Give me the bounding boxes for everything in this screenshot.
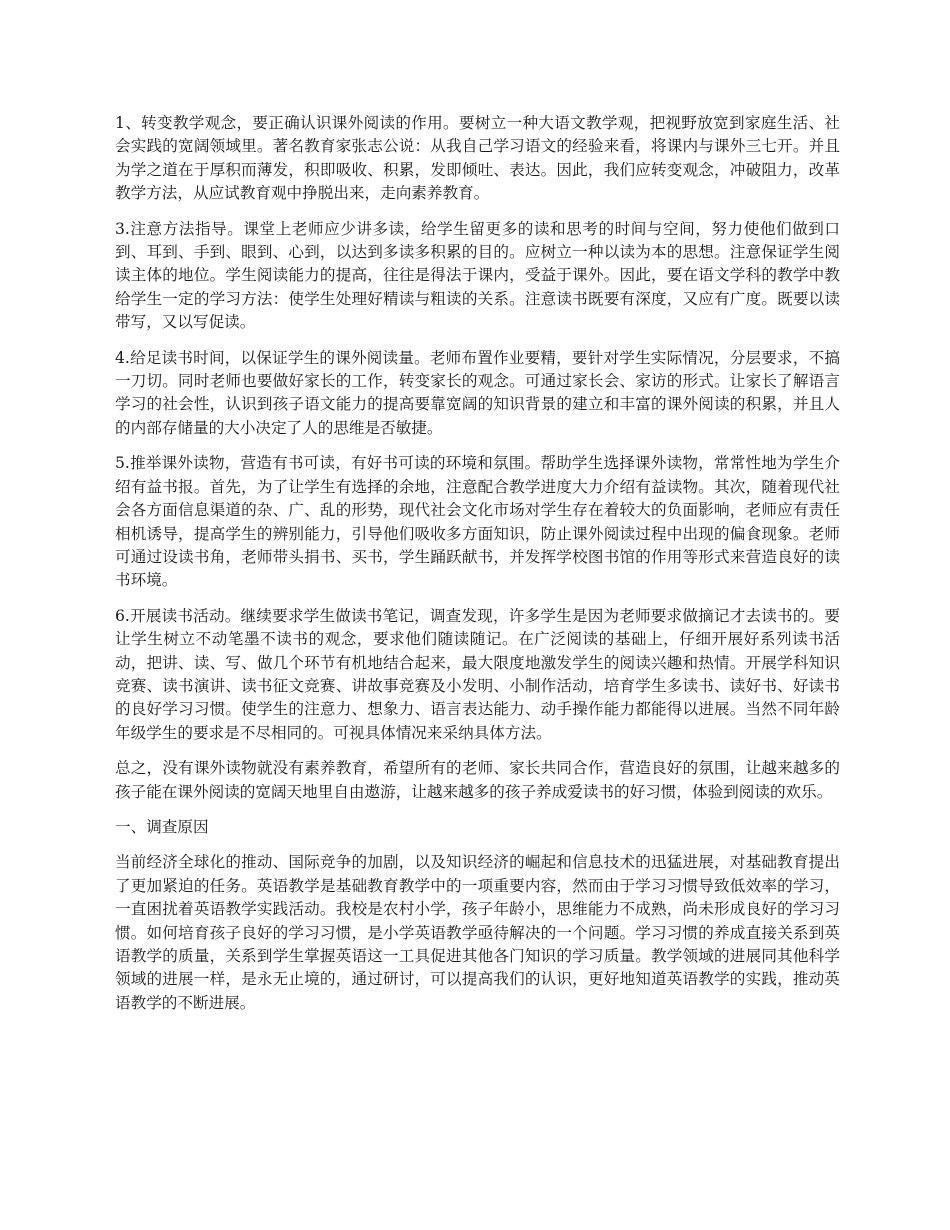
conclusion-paragraph: 总之，没有课外读物就没有素养教育，希望所有的老师、家长共同合作，营造良好的氛围，让越来越多的孩子能在课外阅读的宽阔天地里自由遨游，让越来越多的孩子养成爱读书的好习惯，体验到阅读的欢乐。: [115, 759, 840, 801]
paragraph-3: 3.注意方法指导。课堂上老师应少讲多读，给学生留更多的读和思考的时间与空间，努力使他们做到口到、耳到、手到、眼到、心到，以达到多读多积累的目的。应树立一种以读为本的思想。注意保证学生阅读主体的地位。学生阅读能力的提高，往往是得法于课内，受益于课外。因此，要在语文学科的教学中教给学生一定的学习方法：使学生处理好精读与粗读的关系。注意读书既要有深度，又应有广度。既要以读带写，又以写促读。: [115, 219, 840, 332]
survey-reason-paragraph: 当前经济全球化的推动、国际竞争的加剧，以及知识经济的崛起和信息技术的迅猛进展，对基础教育提出了更加紧迫的任务。英语教学是基础教育教学中的一项重要内容，然而由于学习习惯导致低效率的学习，一直困扰着英语教学实践活动。我校是农村小学，孩子年龄小，思维能力不成熟，尚未形成良好的学习习惯。如何培育孩子良好的学习习惯，是小学英语教学亟待解决的一个问题。学习习惯的养成直接关系到英语教学的质量，关系到学生掌握英语这一工具促进其他各门知识的学习质量。教学领域的进展同其他科学领域的进展一样，是永无止境的，通过研讨，可以提高我们的认识，更好地知道英语教学的实践，推动英语教学的不断进展。: [115, 853, 840, 1012]
paragraph-5: 5.推举课外读物，营造有书可读，有好书可读的环境和氛围。帮助学生选择课外读物，常常性地为学生介绍有益书报。首先，为了让学生有选择的余地，注意配合教学进度大力介绍有益读物。其次，随着现代社会各方面信息渠道的杂、广、乱的形势，现代社会文化市场对学生存在着较大的负面影响，老师应有责任相机诱导，提高学生的辨别能力，引导他们吸收多方面知识，防止课外阅读过程中出现的偏食现象。老师可通过设读书角，老师带头捐书、买书，学生踊跃献书，并发挥学校图书馆的作用等形式来营造良好的读书环境。: [115, 454, 840, 590]
paragraph-4: 4.给足读书时间，以保证学生的课外阅读量。老师布置作业要精，要针对学生实际情况，分层要求，不搞一刀切。同时老师也要做好家长的工作，转变家长的观念。可通过家长会、家访的形式。让家长了解语言学习的社会性，认识到孩子语文能力的提高要靠宽阔的知识背景的建立和丰富的课外阅读的积累，并且人的内部存储量的大小决定了人的思维是否敏捷。: [115, 348, 840, 437]
document-page: [115, 112, 840, 1027]
paragraph-6: 6.开展读书活动。继续要求学生做读书笔记，调查发现，许多学生是因为老师要求做摘记才去读书的。要让学生树立不动笔墨不读书的观念，要求他们随读随记。在广泛阅读的基础上，仔细开展好系列读书活动，把讲、读、写、做几个环节有机地结合起来，最大限度地激发学生的阅读兴趣和热情。开展学科知识竞赛、读书演讲、读书征文竞赛、讲故事竞赛及小发明、小制作活动，培育学生多读书、读好书、好读书的良好学习习惯。使学生的注意力、想象力、语言表达能力、动手操作能力都能得以进展。当然不同年龄年级学生的要求是不尽相同的。可视具体情况来采纳具体方法。: [115, 606, 840, 742]
paragraph-1: 1、转变教学观念，要正确认识课外阅读的作用。要树立一种大语文教学观，把视野放宽到家庭生活、社会实践的宽阔领域里。著名教育家张志公说：从我自己学习语文的经验来看，将课内与课外三七开。并且为学之道在于厚积而薄发，积即吸收、积累，发即倾吐、表达。因此，我们应转变观念，冲破阻力，改革教学方法，从应试教育观中挣脱出来，走向素养教育。: [115, 114, 840, 203]
section-heading: 一、调查原因: [115, 817, 209, 836]
